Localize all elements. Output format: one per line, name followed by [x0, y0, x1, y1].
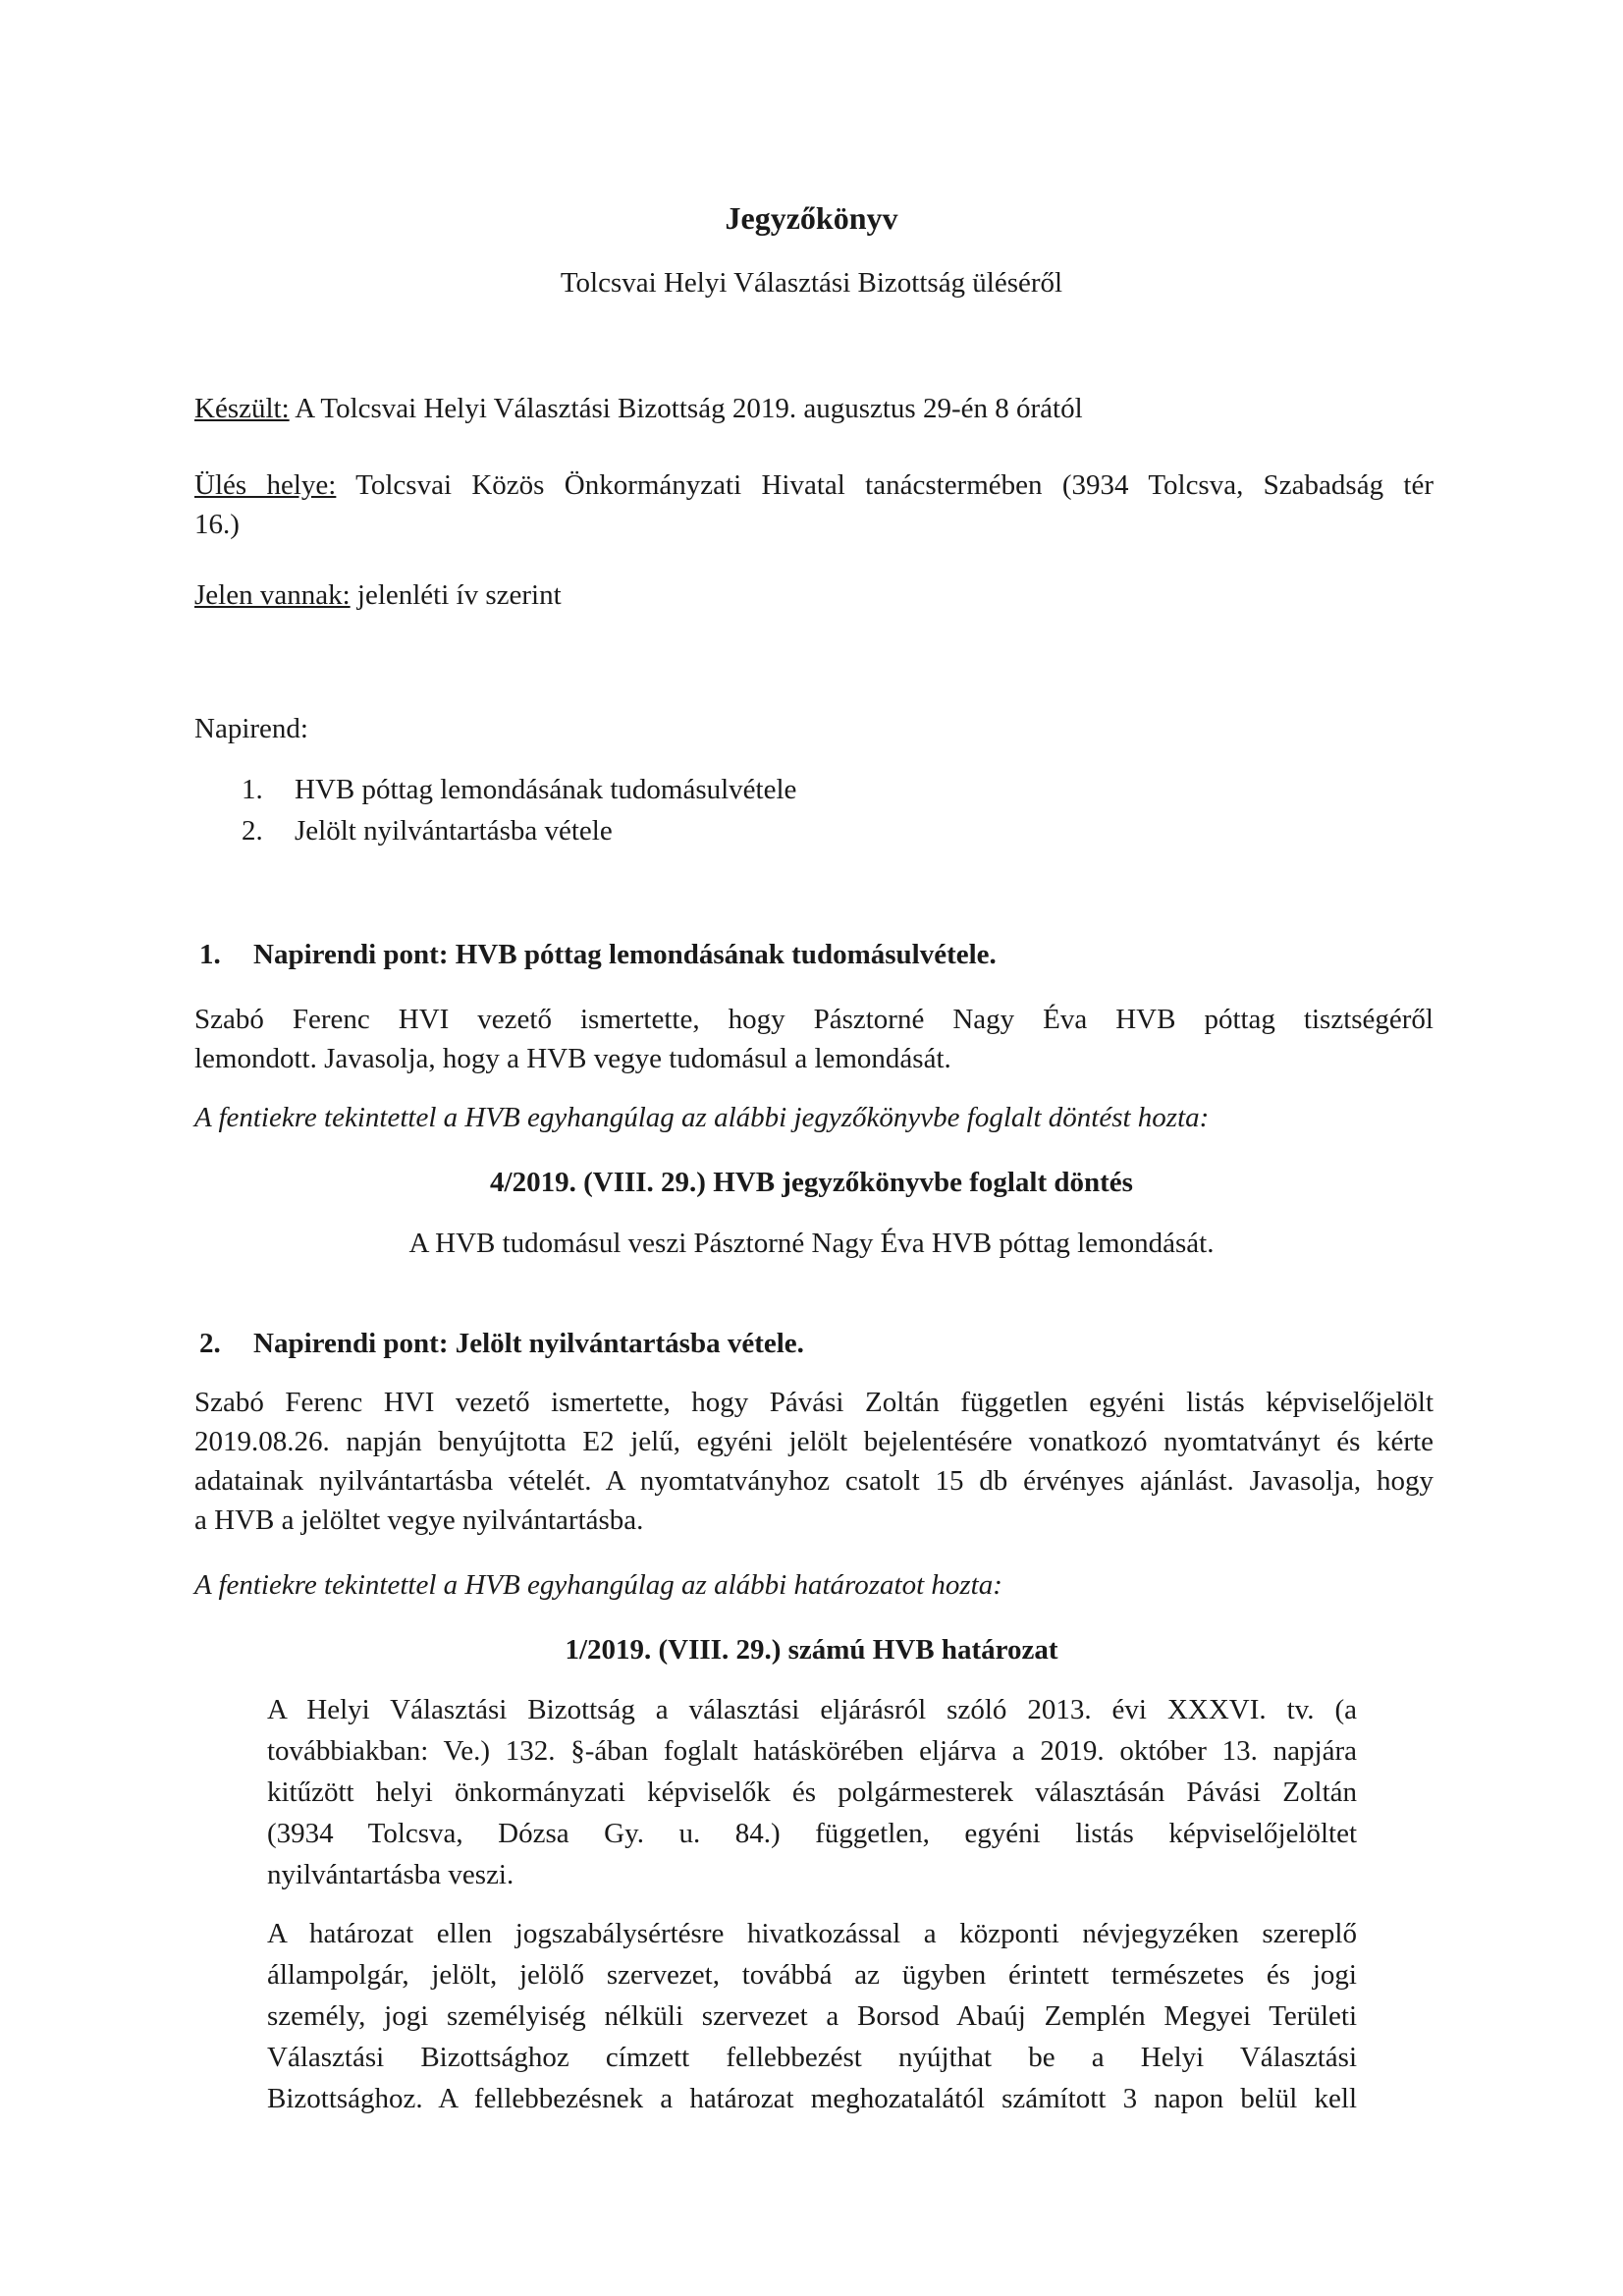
document-title: Jegyzőkönyv — [725, 200, 898, 236]
resolution-p1-line-2: továbbiakban: Ve.) 132. §-ában foglalt hatáskörében eljárva a 2019. október 13. napjára — [267, 1735, 1357, 1767]
section1-heading-num: 1. — [199, 939, 221, 970]
section2-para-line-4: a HVB a jelöltet vegye nyilvántartásba. — [194, 1504, 644, 1536]
section2-para-line-1: Szabó Ferenc HVI vezető ismertette, hogy Pávási Zoltán független egyéni listás képviselőjelölt — [194, 1387, 1434, 1418]
section1-para-line-2: lemondott. Javasolja, hogy a HVB vegye tudomásul a lemondását. — [194, 1043, 951, 1074]
section2-heading: Napirendi pont: Jelölt nyilvántartásba vétele. — [253, 1328, 804, 1359]
section2-heading-num: 2. — [199, 1328, 221, 1359]
resolution-paragraph-2 — [267, 1913, 1357, 2119]
helye-value-line2: 16.) — [194, 509, 240, 540]
jelen-line — [194, 574, 562, 617]
resolution-p1-line-5: nyilvántartásba veszi. — [267, 1859, 514, 1890]
section2-decision-intro: A fentiekre tekintettel a HVB egyhangúlag az alábbi határozatot hozta: — [194, 1569, 1002, 1601]
resolution-p2-line-4: Választási Bizottsághoz címzett fellebbezést nyújthat be a Helyi Választási — [267, 2042, 1357, 2073]
resolution-paragraph-1 — [267, 1689, 1357, 1895]
decision-text: A HVB tudomásul veszi Pásztorné Nagy Éva HVB póttag lemondását. — [408, 1228, 1215, 1259]
jelen-value: jelenléti ív szerint — [350, 579, 562, 611]
resolution-p1-line-1: A Helyi Választási Bizottság a választási eljárásról szóló 2013. évi XXXVI. tv. (a — [267, 1694, 1357, 1725]
section1-paragraph — [194, 1000, 1434, 1078]
keszult-line — [194, 387, 1083, 430]
section1-heading: Napirendi pont: HVB póttag lemondásának tudomásulvétele. — [253, 939, 997, 970]
ules-helye-line — [194, 464, 1434, 507]
keszult-label: Készült: — [194, 393, 290, 424]
agenda-label: Napirend: — [194, 713, 308, 744]
resolution-p2-line-2: állampolgár, jelölt, jelölő szervezet, továbbá az ügyben érintett természetes és jogi — [267, 1959, 1357, 1991]
resolution-p1-line-4: (3934 Tolcsva, Dózsa Gy. u. 84.) független, egyéni listás képviselőjelöltet — [267, 1818, 1357, 1849]
jelen-label: Jelen vannak: — [194, 579, 351, 611]
section2-para-line-2: 2019.08.26. napján benyújtotta E2 jelű, egyéni jelölt bejelentésére vonatkozó nyomtatványt és kérte — [194, 1426, 1434, 1457]
agenda-item-2-num: 2. — [242, 815, 263, 847]
agenda-item-1: HVB póttag lemondásának tudomásulvétele — [295, 774, 797, 805]
resolution-p2-line-3: személy, jogi személyiség nélküli szervezet a Borsod Abaúj Zemplén Megyei Területi — [267, 2000, 1357, 2032]
resolution-p1-line-3: kitűzött helyi önkormányzati képviselők és polgármesterek választásán Pávási Zoltán — [267, 1777, 1357, 1808]
resolution-p2-line-1: A határozat ellen jogszabálysértésre hivatkozással a központi névjegyzéken szereplő — [267, 1918, 1357, 1949]
decision-title: 4/2019. (VIII. 29.) HVB jegyzőkönyvbe foglalt döntés — [490, 1167, 1133, 1198]
section1-para-line-1: Szabó Ferenc HVI vezető ismertette, hogy Pásztorné Nagy Éva HVB póttag tisztségéről — [194, 1004, 1434, 1035]
agenda-item-1-num: 1. — [242, 774, 263, 805]
section2-para-line-3: adatainak nyilvántartásba vételét. A nyomtatványhoz csatolt 15 db érvényes ajánlást. Javasolja, hogy — [194, 1465, 1434, 1497]
document-subtitle: Tolcsvai Helyi Választási Bizottság üléséről — [560, 267, 1063, 299]
agenda-item-2: Jelölt nyilvántartásba vétele — [295, 815, 613, 847]
section2-paragraph — [194, 1383, 1434, 1540]
resolution-p2-line-5: Bizottsághoz. A fellebbezésnek a határozat meghozatalától számított 3 napon belül kell — [267, 2083, 1357, 2114]
helye-value-line1: Tolcsvai Közös Önkormányzati Hivatal tanácstermében (3934 Tolcsva, Szabadság tér — [336, 469, 1434, 501]
keszult-value: A Tolcsvai Helyi Választási Bizottság 2019. augusztus 29-én 8 órától — [289, 393, 1083, 424]
helye-label: Ülés helye: — [194, 469, 337, 501]
section1-decision-intro: A fentiekre tekintettel a HVB egyhangúlag az alábbi jegyzőkönyvbe foglalt döntést hozta: — [194, 1102, 1210, 1133]
resolution-title: 1/2019. (VIII. 29.) számú HVB határozat — [565, 1634, 1058, 1666]
